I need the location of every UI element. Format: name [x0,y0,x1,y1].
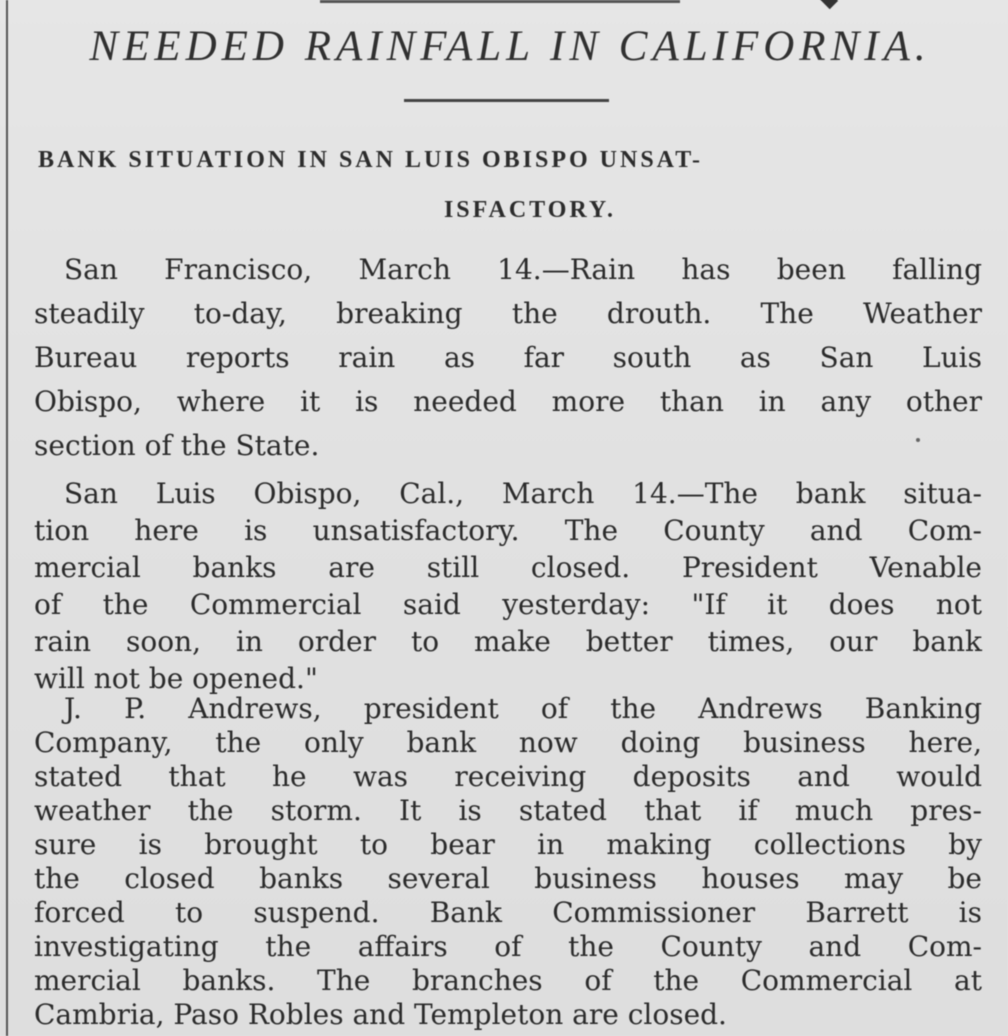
paragraph-line: rain soon, in order to make better times, our bank [34,625,982,658]
paragraph-line: San Francisco, March 14.—Rain has been falling [64,253,982,286]
subhead [30,135,990,235]
rule-ornament [820,0,838,9]
paragraph-line: investigating the affairs of the County and Com- [34,930,982,963]
paragraph-andrews [34,692,982,1032]
paragraph-line: mercial banks are still closed. President Venable [34,551,982,584]
paragraph-line: San Luis Obispo, Cal., March 14.—The bank situa- [64,477,982,510]
subhead-line: ISFACTORY. [443,197,617,223]
top-rule [320,0,680,3]
paragraph-san-francisco [34,248,982,468]
paragraph-line: Company, the only bank now doing business here, [34,726,982,759]
headline: NEEDED RAINFALL IN CALIFORNIA. [89,23,931,70]
paragraph-line: Cambria, Paso Robles and Templeton are closed. [34,998,727,1031]
paragraph-line: Obispo, where it is needed more than in any other [34,385,982,418]
paragraph-line: will not be opened." [34,662,318,695]
paragraph-line: Bureau reports rain as far south as San Luis [34,341,982,374]
paragraph-line: J. P. Andrews, president of the Andrews Banking [64,692,982,725]
paragraph-san-luis-obispo [34,475,982,697]
subhead-line: BANK SITUATION IN SAN LUIS OBISPO UNSAT- [38,147,704,173]
paragraph-line: mercial banks. The branches of the Commercial at [34,964,982,997]
paragraph-line: sure is brought to bear in making collections by [34,828,982,861]
column-rule [6,0,8,1036]
paragraph-line: tion here is unsatisfactory. The County and Com- [34,514,982,547]
headline-rule [404,99,609,102]
paragraph-line: stated that he was receiving deposits and would [34,760,982,793]
paragraph-line: of the Commercial said yesterday: "If it does not [34,588,982,621]
paragraph-line: the closed banks several business houses may be [34,862,982,895]
print-speck [916,438,920,442]
paragraph-line: weather the storm. It is stated that if much pres- [34,794,982,827]
paragraph-line: forced to suspend. Bank Commissioner Barrett is [34,896,982,929]
paragraph-line: steadily to-day, breaking the drouth. The Weather [34,297,982,330]
paragraph-line: section of the State. [34,429,320,462]
